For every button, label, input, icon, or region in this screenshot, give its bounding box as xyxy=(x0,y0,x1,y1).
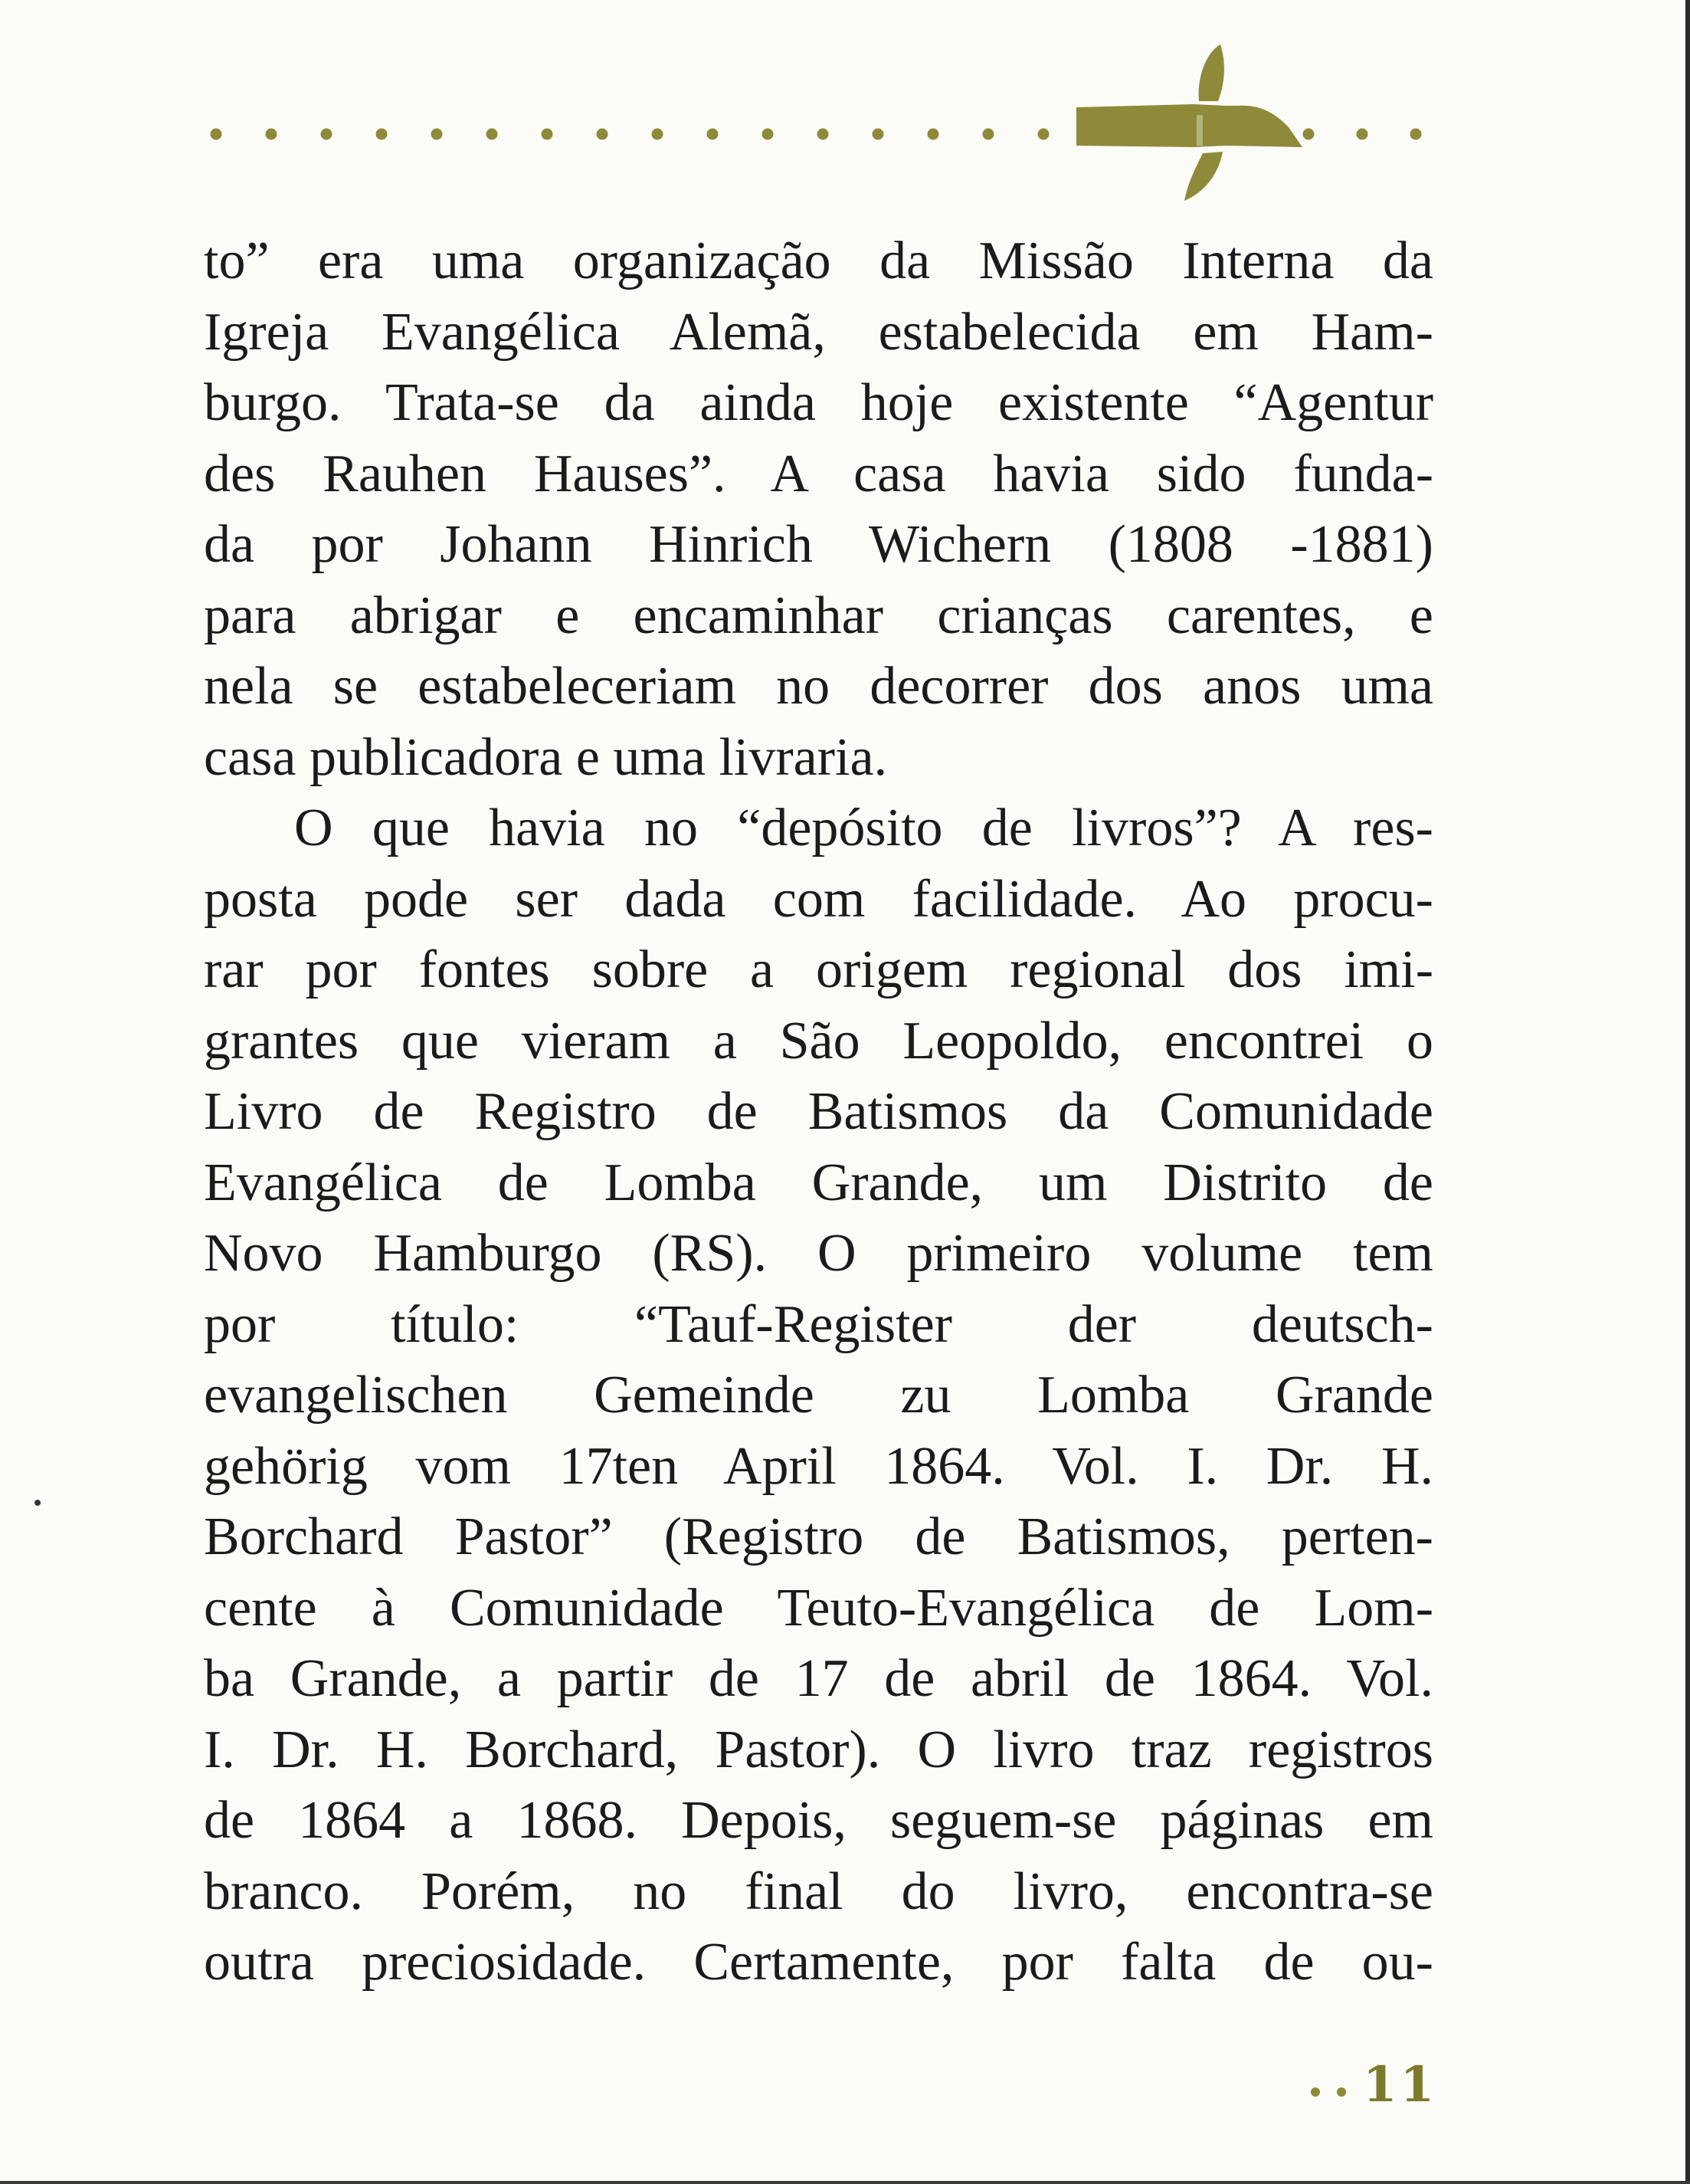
text-line: rar por fontes sobre a origem regional dos imi- xyxy=(204,940,1433,999)
text-line: burgo. Trata-se da ainda hoje existente “Agentur xyxy=(204,373,1433,432)
header-ornament xyxy=(207,31,1448,207)
text-line: casa publicadora e uma livraria. xyxy=(204,727,888,787)
ornament-dot xyxy=(431,129,443,140)
text-line: gehörig vom 17ten April 1864. Vol. I. Dr. H. xyxy=(204,1436,1433,1496)
text-line: Livro de Registro de Batismos da Comunidade xyxy=(204,1082,1433,1141)
ornament-dot xyxy=(762,129,774,140)
ornament-dot xyxy=(1303,129,1315,140)
ornament-dot xyxy=(321,129,332,140)
text-line: para abrigar e encaminhar crianças carentes, e xyxy=(204,585,1433,645)
ornament-dot xyxy=(928,129,939,140)
body-text xyxy=(204,226,1433,1999)
ornament-dot xyxy=(376,129,388,140)
cross-leaf-ornament-icon xyxy=(1076,44,1302,201)
page-edge-bottom xyxy=(0,2181,1690,2184)
ornament-dot xyxy=(1038,129,1050,140)
text-line: evangelischen Gemeinde zu Lomba Grande xyxy=(204,1366,1433,1425)
ornament-dot xyxy=(597,129,608,140)
ornament-dot xyxy=(266,129,277,140)
text-line: ba Grande, a partir de 17 de abril de 1864. Vol. xyxy=(204,1649,1433,1708)
text-line: cente à Comunidade Teuto-Evangélica de Lom- xyxy=(204,1578,1433,1638)
text-line: da por Johann Hinrich Wichern (1808 -1881) xyxy=(204,515,1433,574)
text-line: grantes que vieram a São Leopoldo, encontrei o xyxy=(204,1011,1433,1071)
text-line: Evangélica de Lomba Grande, um Distrito de xyxy=(204,1153,1433,1212)
ornament-dot xyxy=(1410,129,1422,140)
text-line: I. Dr. H. Borchard, Pastor). O livro traz registros xyxy=(204,1720,1433,1779)
text-line: posta pode ser dada com facilidade. Ao procu- xyxy=(204,869,1433,929)
text-line: nela se estabeleceriam no decorrer dos anos uma xyxy=(204,657,1433,716)
ornament-dot xyxy=(707,129,719,140)
ornament-dot xyxy=(873,129,884,140)
ornament-dot xyxy=(817,129,829,140)
text-line: de 1864 a 1868. Depois, seguem-se páginas em xyxy=(204,1791,1433,1850)
ornament-dot xyxy=(652,129,663,140)
text-line: por título: “Tauf-Register der deutsch- xyxy=(204,1294,1433,1354)
text-line: des Rauhen Hauses”. A casa havia sido funda- xyxy=(204,444,1433,503)
footer-dot xyxy=(1311,2087,1320,2097)
text-line: outra preciosidade. Certamente, por falta de ou- xyxy=(204,1933,1433,1992)
page-edge xyxy=(1685,0,1690,2184)
text-line: O que havia no “depósito de livros”? A res- xyxy=(294,799,1433,858)
ornament-dot xyxy=(211,129,222,140)
text-line: Novo Hamburgo (RS). O primeiro volume tem xyxy=(204,1224,1433,1283)
text-line: Borchard Pastor” (Registro de Batismos, perten- xyxy=(204,1507,1433,1566)
ornament-dot xyxy=(1357,129,1368,140)
page-footer xyxy=(1311,2046,1437,2123)
text-line: branco. Porém, no final do livro, encontra-se xyxy=(204,1861,1433,1921)
page-number: 11 xyxy=(1362,2055,1437,2113)
ornament-dot xyxy=(486,129,498,140)
stray-mark xyxy=(34,1500,41,1506)
footer-dot xyxy=(1337,2087,1346,2097)
header-ornament-svg xyxy=(207,31,1448,207)
text-line: Igreja Evangélica Alemã, estabelecida em Ham- xyxy=(204,302,1433,362)
ornament-dot xyxy=(983,129,994,140)
ornament-dot xyxy=(542,129,553,140)
text-line: to” era uma organização da Missão Interna da xyxy=(204,231,1433,290)
